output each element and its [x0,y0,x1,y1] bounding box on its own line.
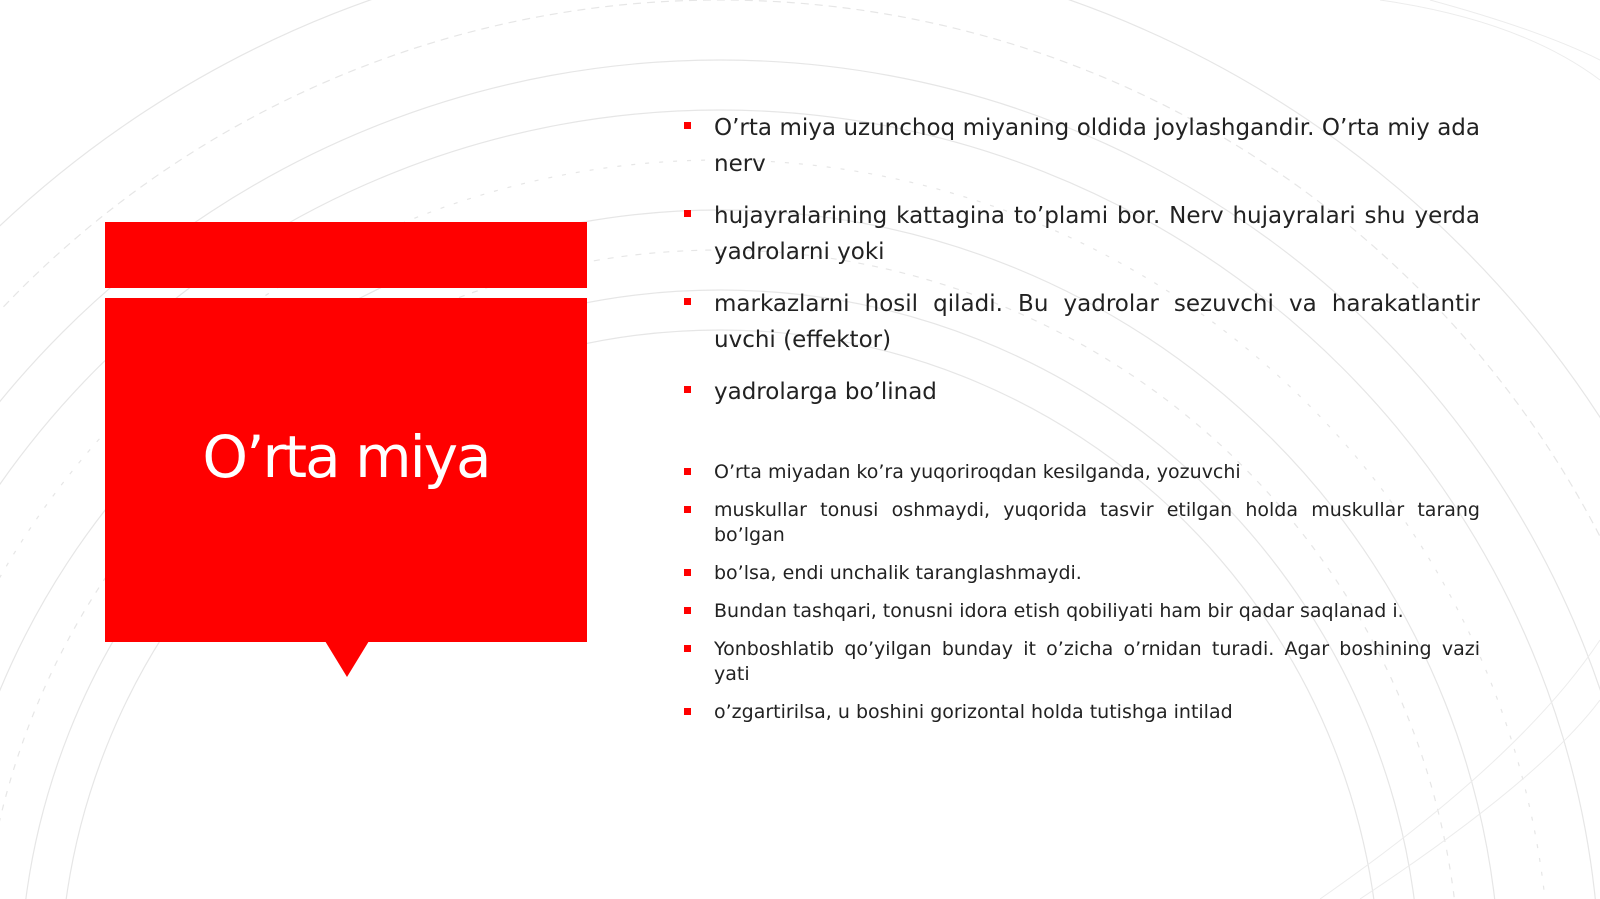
list-item [684,460,1480,485]
list-item-text: muskullar tonusi oshmaydi, yuqorida tasvir etilgan holda muskullar tarang bo’lgan [714,499,1480,546]
list-item-text: Bundan tashqari, tonusni idora etish qobiliyati ham bir qadar saqlanad i. [714,600,1404,622]
title-accent-bar [105,222,587,288]
small-bullet-list [684,460,1480,725]
list-item [684,286,1480,358]
bullet-square-icon [684,386,691,393]
list-item [684,198,1480,270]
list-item [684,374,1480,410]
list-item-text: yadrolarga bo’linad [714,379,937,405]
bullet-square-icon [684,607,691,614]
list-item [684,637,1480,687]
bullet-square-icon [684,210,691,217]
large-bullet-list [684,110,1480,410]
bullet-square-icon [684,569,691,576]
slide-content [684,110,1480,738]
slide-title: O’rta miya [202,423,490,491]
list-item-text: bo’lsa, endi unchalik taranglashmaydi. [714,562,1082,584]
list-item [684,599,1480,624]
list-item [684,561,1480,586]
list-item-text: Yonboshlatib qo’yilgan bunday it o’zicha o’rnidan turadi. Agar boshining vazi yati [714,638,1480,685]
title-box [105,298,587,642]
list-item [684,700,1480,725]
list-item [684,498,1480,548]
bullet-square-icon [684,298,691,305]
list-item-text: hujayralarining kattagina to’plami bor. Nerv hujayralari shu yerda yadrolarni yoki [714,203,1480,265]
list-item-text: O’rta miyadan ko’ra yuqoriroqdan kesilganda, yozuvchi [714,461,1241,483]
list-item-text: markazlarni hosil qiladi. Bu yadrolar sezuvchi va harakatlantir uvchi (effektor) [714,291,1480,353]
title-box-pointer [325,641,369,677]
list-item-text: O’rta miya uzunchoq miyaning oldida joylashgandir. O’rta miy ada nerv [714,115,1480,177]
list-item [684,110,1480,182]
bullet-square-icon [684,506,691,513]
bullet-square-icon [684,468,691,475]
bullet-square-icon [684,708,691,715]
list-item-text: o’zgartirilsa, u boshini gorizontal holda tutishga intilad [714,701,1233,723]
bullet-square-icon [684,645,691,652]
bullet-square-icon [684,122,691,129]
